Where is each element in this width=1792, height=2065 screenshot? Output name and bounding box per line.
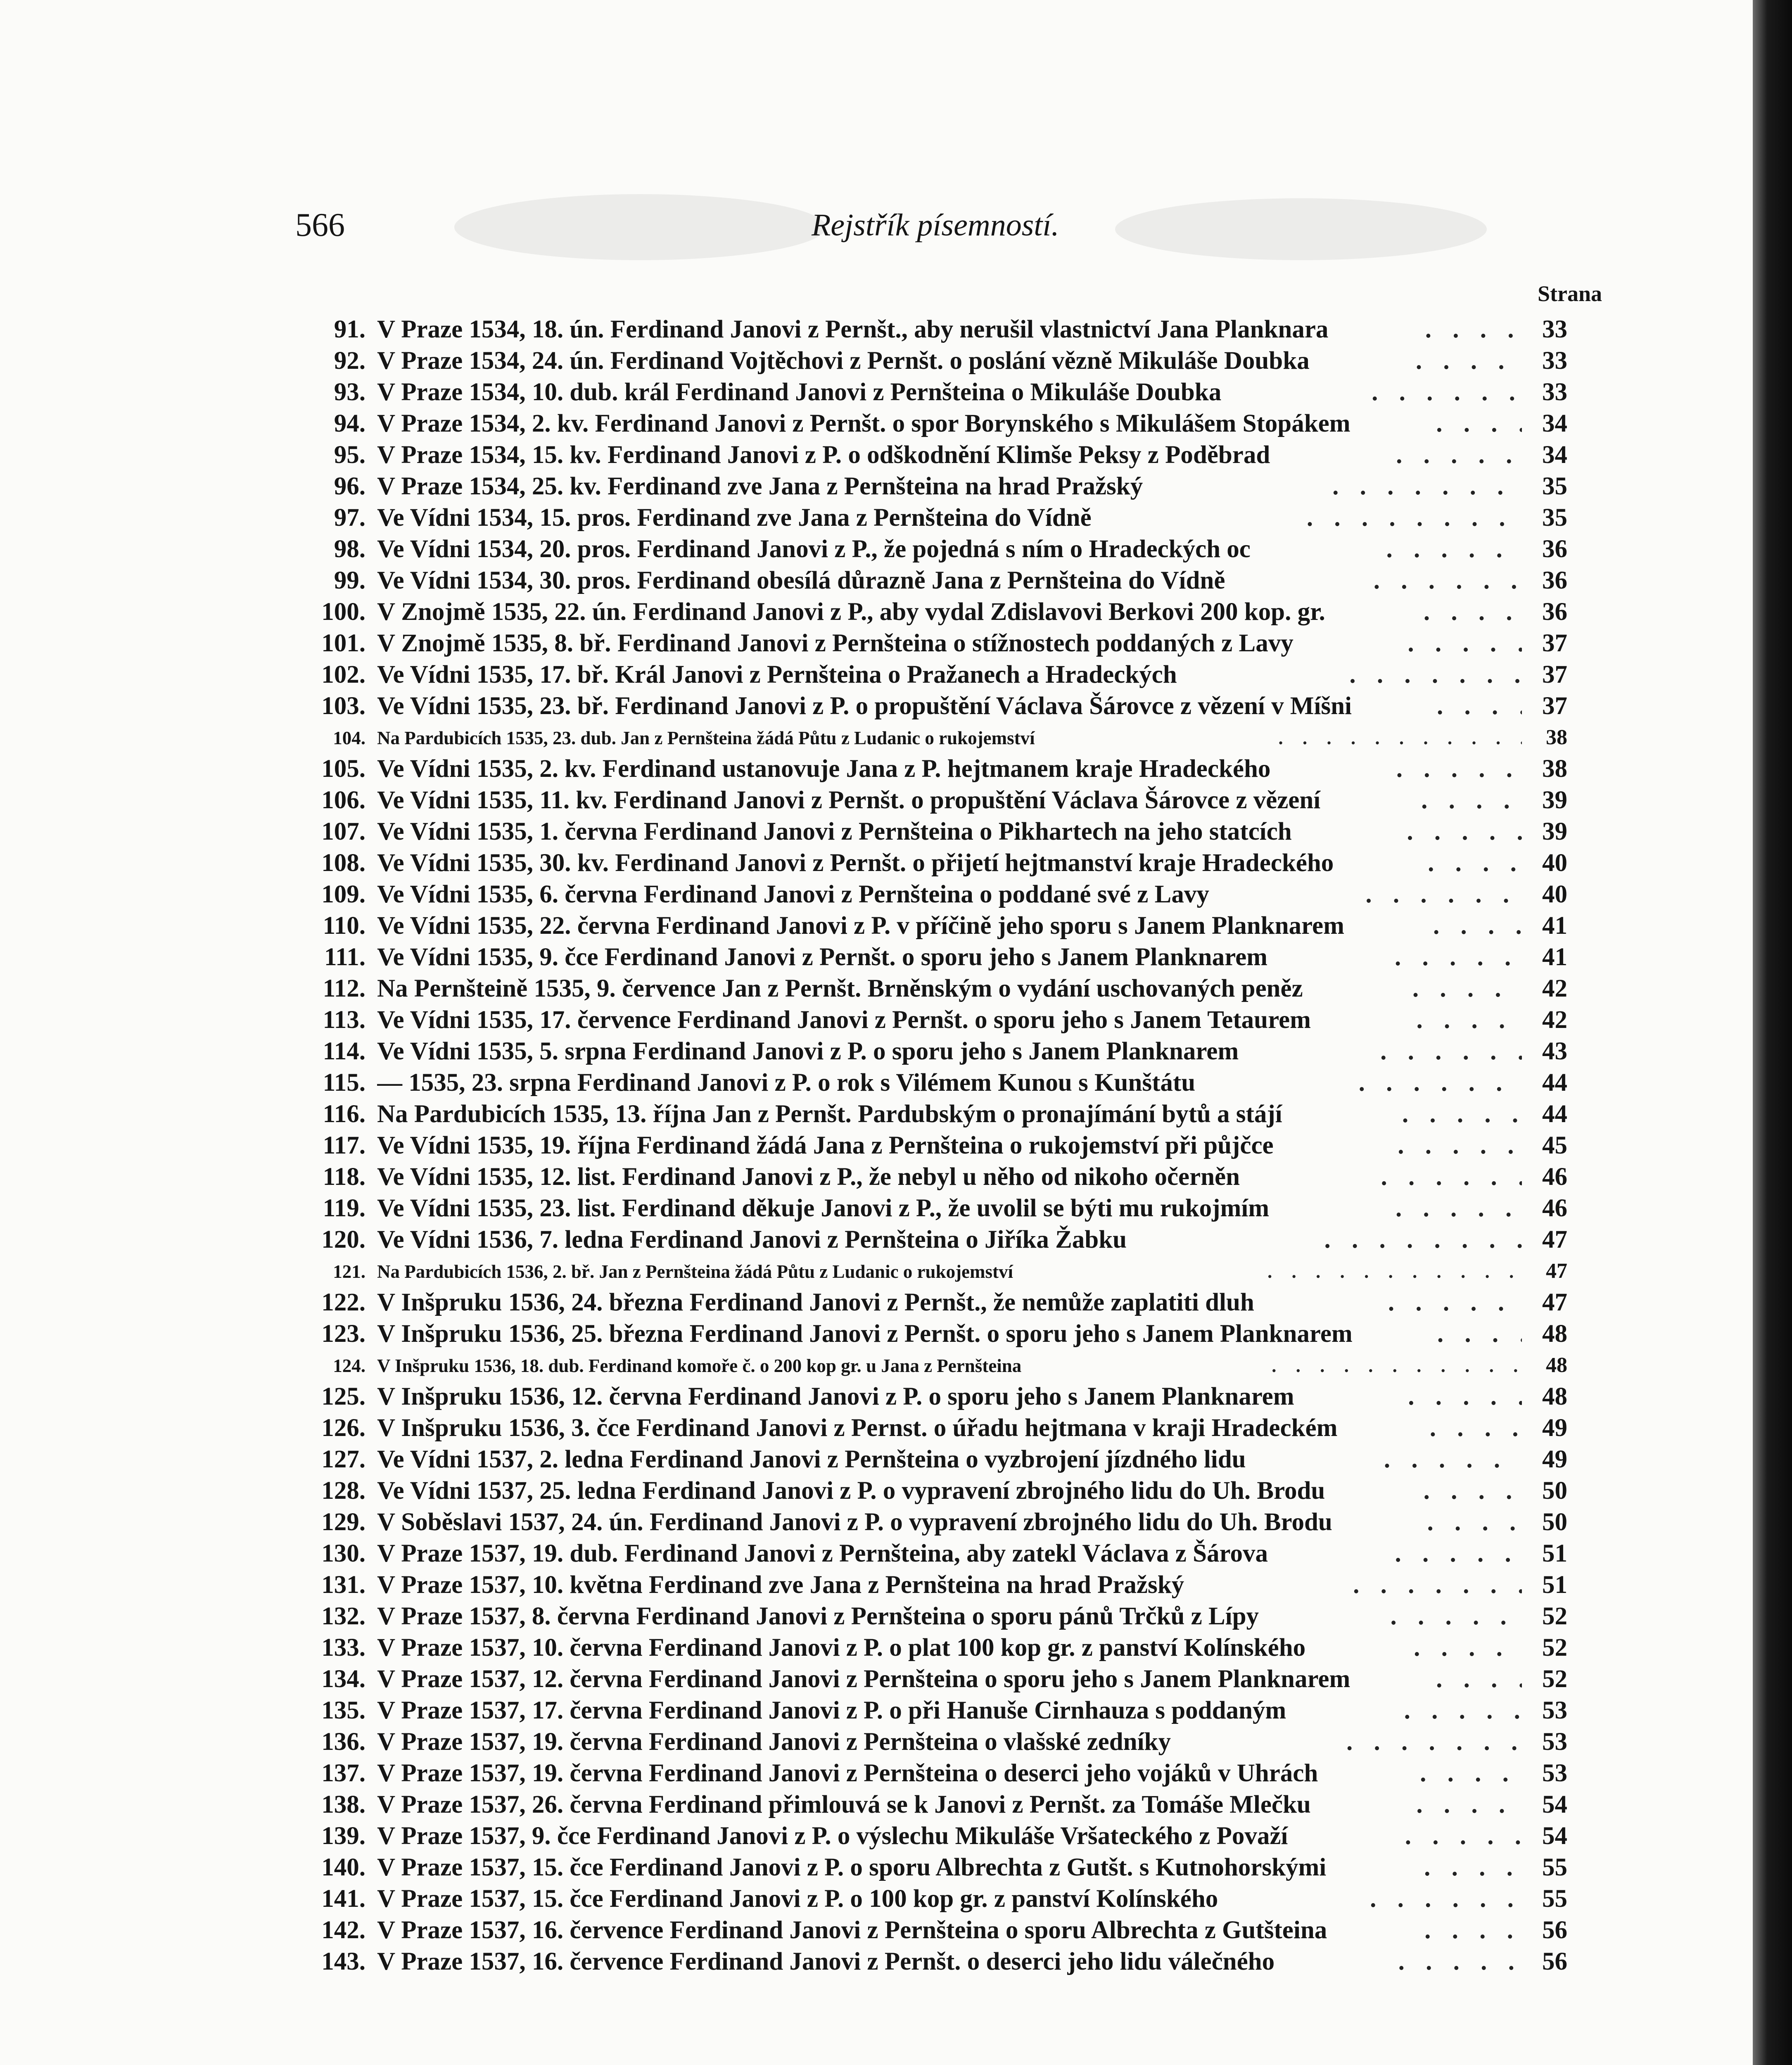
entry-description: V Inšpruku 1536, 24. března Ferdinand Janovi z Pernšt., že nemůže zaplatiti dluh xyxy=(377,1289,1254,1316)
dot-leader xyxy=(1346,1726,1522,1758)
page-number: 566 xyxy=(295,207,345,243)
entry-page: 46 xyxy=(1542,1163,1567,1191)
entry-page: 56 xyxy=(1542,1916,1567,1944)
entry-description: Ve Vídni 1535, 19. října Ferdinand žádá Jana z Pernšteina o rukojemství při půjčce xyxy=(377,1132,1274,1159)
entry-number: 140. xyxy=(321,1854,366,1881)
register-entry xyxy=(295,942,1567,973)
entry-number: 113. xyxy=(323,1006,366,1034)
register-entry xyxy=(295,1915,1567,1946)
register-entry xyxy=(295,1130,1567,1161)
register-entry xyxy=(295,910,1567,942)
register-entry xyxy=(295,408,1567,439)
entry-number: 112. xyxy=(323,975,366,1002)
entry-number: 101. xyxy=(321,629,366,657)
scan-edge-shadow xyxy=(1753,0,1792,2065)
register-entry xyxy=(295,879,1567,910)
dot-leader xyxy=(1381,1161,1522,1193)
entry-description: Ve Vídni 1537, 25. ledna Ferdinand Janovi z P. o vypravení zbrojného lidu do Uh. Brodu xyxy=(377,1477,1325,1505)
register-entry xyxy=(295,628,1567,659)
entry-description: Ve Vídni 1534, 15. pros. Ferdinand zve Jana z Pernšteina do Vídně xyxy=(377,504,1092,532)
entry-page: 34 xyxy=(1542,410,1567,437)
entry-page: 40 xyxy=(1542,849,1567,877)
entry-page: 49 xyxy=(1542,1446,1567,1473)
entry-description: Ve Vídni 1535, 11. kv. Ferdinand Janovi z Pernšt. o propuštění Václava Šárovce z vězení xyxy=(377,786,1321,814)
entry-description: Ve Vídni 1535, 12. list. Ferdinand Janovi z P., že nebyl u něho od nikoho očerněn xyxy=(377,1163,1240,1191)
dot-leader xyxy=(1372,377,1522,408)
dot-leader xyxy=(1398,1130,1522,1161)
entry-number: 123. xyxy=(321,1320,366,1348)
entry-number: 94. xyxy=(334,410,366,437)
entry-description: V Praze 1537, 17. června Ferdinand Janovi z P. o při Hanuše Cirnhauza s poddaným xyxy=(377,1697,1286,1724)
dot-leader xyxy=(1416,345,1522,377)
entry-page: 39 xyxy=(1542,818,1567,845)
register-entry xyxy=(295,1099,1567,1130)
entry-number: 143. xyxy=(321,1948,366,1975)
entry-number: 108. xyxy=(321,849,366,877)
entry-number: 96. xyxy=(334,472,366,500)
entry-number: 102. xyxy=(321,661,366,688)
entry-description: Na Pardubicích 1535, 23. dub. Jan z Pernšteina žádá Půtu z Ludanic o rukojemství xyxy=(377,728,1035,748)
entry-number: 93. xyxy=(334,378,366,406)
entry-description: V Praze 1537, 16. července Ferdinand Janovi z Pernšteina o sporu Albrechta z Gutšteina xyxy=(377,1916,1327,1944)
dot-leader xyxy=(1437,1318,1522,1350)
entry-description: Ve Vídni 1537, 2. ledna Ferdinand Janovi z Pernšteina o vyzbrojení jízdného lidu xyxy=(377,1446,1246,1473)
entry-number: 109. xyxy=(321,881,366,908)
entry-page: 41 xyxy=(1542,912,1567,940)
entry-description: Ve Vídni 1535, 17. bř. Král Janovi z Pernšteina o Pražanech a Hradeckých xyxy=(377,661,1177,688)
entry-number: 117. xyxy=(323,1132,366,1159)
entry-page: 42 xyxy=(1542,975,1567,1002)
dot-leader xyxy=(1395,942,1522,973)
entry-page: 48 xyxy=(1542,1320,1567,1348)
dot-leader xyxy=(1396,753,1522,785)
dot-leader xyxy=(1404,1695,1522,1726)
entry-page: 36 xyxy=(1542,535,1567,563)
register-entry xyxy=(295,314,1567,345)
dot-leader xyxy=(1430,1412,1522,1444)
entry-page: 36 xyxy=(1542,598,1567,626)
dot-leader xyxy=(1365,879,1522,910)
dot-leader xyxy=(1405,1821,1522,1852)
dot-leader xyxy=(1398,1946,1522,1977)
entry-page: 45 xyxy=(1542,1132,1567,1159)
entry-description: V Praze 1534, 2. kv. Ferdinand Janovi z Pernšt. o spor Borynského s Mikulášem Stopákem xyxy=(377,410,1351,437)
register-entry xyxy=(295,502,1567,534)
entry-number: 133. xyxy=(321,1634,366,1661)
register-entry xyxy=(295,1381,1567,1412)
register-entry xyxy=(295,1946,1567,1977)
dot-leader xyxy=(1370,1883,1522,1915)
dot-leader xyxy=(1396,1193,1522,1224)
entry-description: V Inšpruku 1536, 3. čce Ferdinand Janovi z Pernst. o úřadu hejtmana v kraji Hradeckém xyxy=(377,1414,1338,1442)
entry-page: 37 xyxy=(1542,629,1567,657)
entry-page: 37 xyxy=(1542,692,1567,720)
entry-page: 51 xyxy=(1542,1540,1567,1567)
dot-leader xyxy=(1424,1475,1522,1507)
dot-leader xyxy=(1384,1444,1522,1475)
entry-page: 52 xyxy=(1542,1602,1567,1630)
dot-leader xyxy=(1374,565,1522,596)
register-entry xyxy=(295,1507,1567,1538)
entry-description: Ve Vídni 1535, 5. srpna Ferdinand Janovi z P. o sporu jeho s Janem Planknarem xyxy=(377,1037,1239,1065)
entry-description: V Praze 1537, 16. července Ferdinand Janovi z Pernšt. o deserci jeho lidu válečného xyxy=(377,1948,1275,1975)
entry-description: V Praze 1534, 18. ún. Ferdinand Janovi z Pernšt., aby nerušil vlastnictví Jana Planknara xyxy=(377,316,1329,343)
entry-description: V Inšpruku 1536, 12. června Ferdinand Janovi z P. o sporu jeho s Janem Planknarem xyxy=(377,1383,1294,1410)
register-entry xyxy=(295,1538,1567,1569)
dot-leader xyxy=(1420,1758,1522,1789)
register-entry xyxy=(295,439,1567,471)
dot-leader xyxy=(1380,1036,1522,1067)
entry-page: 53 xyxy=(1542,1759,1567,1787)
entry-description: V Znojmě 1535, 8. bř. Ferdinand Janovi z Pernšteina o stížnostech poddaných z Lavy xyxy=(377,629,1294,657)
dot-leader xyxy=(1425,314,1522,345)
register-entry xyxy=(295,1224,1567,1256)
entry-number: 129. xyxy=(321,1508,366,1536)
entry-description: Ve Vídni 1535, 9. čce Ferdinand Janovi z Pernšt. o sporu jeho s Janem Planknarem xyxy=(377,943,1267,971)
dot-leader xyxy=(1388,1287,1522,1318)
entry-description: V Praze 1537, 12. června Ferdinand Janovi z Pernšteina o sporu jeho s Janem Planknarem xyxy=(377,1665,1351,1693)
entry-description: Ve Vídni 1534, 30. pros. Ferdinand obesílá důrazně Jana z Pernšteina do Vídně xyxy=(377,567,1225,594)
dot-leader xyxy=(1428,847,1522,879)
register-entry xyxy=(295,753,1567,785)
register-entry xyxy=(295,534,1567,565)
entry-page: 43 xyxy=(1542,1037,1567,1065)
entry-description: V Praze 1537, 15. čce Ferdinand Janovi z P. o 100 kop gr. z panství Kolínského xyxy=(377,1885,1218,1913)
entry-number: 124. xyxy=(333,1355,366,1376)
entry-page: 55 xyxy=(1542,1885,1567,1913)
dot-leader xyxy=(1407,816,1522,847)
dot-leader xyxy=(1353,1569,1522,1601)
register-entry xyxy=(295,691,1567,722)
entry-page: 41 xyxy=(1542,943,1567,971)
dot-leader xyxy=(1324,1224,1522,1256)
register-entry xyxy=(295,1883,1567,1915)
entry-number: 99. xyxy=(334,567,366,594)
entry-description: Na Pardubicích 1536, 2. bř. Jan z Pernšteina žádá Půtu z Ludanic o rukojemství xyxy=(377,1261,1013,1282)
register-entry xyxy=(295,1601,1567,1632)
entry-number: 104. xyxy=(333,728,366,748)
entry-number: 98. xyxy=(334,535,366,563)
entry-page: 56 xyxy=(1542,1948,1567,1975)
entry-page: 44 xyxy=(1542,1100,1567,1128)
register-entry xyxy=(295,345,1567,377)
dot-leader xyxy=(1359,1067,1522,1099)
entry-page: 50 xyxy=(1542,1508,1567,1536)
register-entry xyxy=(295,1193,1567,1224)
entry-number: 118. xyxy=(323,1163,366,1191)
entry-description: V Praze 1537, 10. května Ferdinand zve Jana z Pernšteina na hrad Pražský xyxy=(377,1571,1184,1599)
entry-number: 136. xyxy=(321,1728,366,1756)
dot-leader xyxy=(1278,722,1522,753)
entry-page: 49 xyxy=(1542,1414,1567,1442)
entry-description: Na Pernšteině 1535, 9. července Jan z Pernšt. Brněnským o vydání uschovaných peněz xyxy=(377,975,1303,1002)
entry-number: 141. xyxy=(321,1885,366,1913)
dot-leader xyxy=(1307,502,1522,534)
entry-description: V Praze 1537, 19. dub. Ferdinand Janovi z Pernšteina, aby zatekl Václava z Šárova xyxy=(377,1540,1268,1567)
dot-leader xyxy=(1424,1852,1522,1883)
dot-leader xyxy=(1386,534,1522,565)
dot-leader xyxy=(1332,471,1522,502)
entry-page: 33 xyxy=(1542,316,1567,343)
entry-description: V Praze 1537, 26. června Ferdinand přimlouvá se k Janovi z Pernšt. za Tomáše Mlečku xyxy=(377,1791,1311,1818)
register-entry xyxy=(295,1318,1567,1350)
entry-page: 48 xyxy=(1542,1383,1567,1410)
entry-number: 115. xyxy=(323,1069,366,1097)
entry-description: — 1535, 23. srpna Ferdinand Janovi z P. o rok s Vilémem Kunou s Kunštátu xyxy=(377,1069,1196,1097)
entry-page: 38 xyxy=(1546,726,1567,749)
entry-number: 100. xyxy=(321,598,366,626)
register-entry xyxy=(295,722,1567,753)
entry-page: 52 xyxy=(1542,1634,1567,1661)
entry-number: 95. xyxy=(334,441,366,469)
entry-page: 35 xyxy=(1542,504,1567,532)
entry-description: Ve Vídni 1535, 2. kv. Ferdinand ustanovuje Jana z P. hejtmanem kraje Hradeckého xyxy=(377,755,1271,783)
dot-leader xyxy=(1416,1789,1522,1821)
register-entry xyxy=(295,1726,1567,1758)
entry-number: 125. xyxy=(321,1383,366,1410)
entry-number: 91. xyxy=(334,316,366,343)
entry-page: 35 xyxy=(1542,472,1567,500)
register-entry xyxy=(295,1287,1567,1318)
entry-number: 126. xyxy=(321,1414,366,1442)
entry-page: 34 xyxy=(1542,441,1567,469)
register-entry xyxy=(295,565,1567,596)
entry-page: 50 xyxy=(1542,1477,1567,1505)
entry-page: 53 xyxy=(1542,1728,1567,1756)
entry-description: Ve Vídni 1535, 22. června Ferdinand Janovi z P. v příčině jeho sporu s Janem Planknarem xyxy=(377,912,1344,940)
entry-description: Ve Vídni 1535, 30. kv. Ferdinand Janovi z Pernšt. o přijetí hejtmanství kraje Hradeckého xyxy=(377,849,1334,877)
entry-number: 135. xyxy=(321,1697,366,1724)
dot-leader xyxy=(1421,785,1522,816)
entry-number: 97. xyxy=(334,504,366,532)
entry-description: V Praze 1537, 8. června Ferdinand Janovi z Pernšteina o sporu pánů Trčků z Lípy xyxy=(377,1602,1259,1630)
entry-description: Ve Vídni 1534, 20. pros. Ferdinand Janovi z P., že pojedná s ním o Hradeckých oc xyxy=(377,535,1251,563)
register-entry xyxy=(295,973,1567,1004)
entry-description: Ve Vídni 1535, 23. bř. Ferdinand Janovi z P. o propuštění Václava Šárovce z vězení v Míšni xyxy=(377,692,1352,720)
entry-number: 137. xyxy=(321,1759,366,1787)
register-entry xyxy=(295,1632,1567,1664)
register-entry xyxy=(295,1067,1567,1099)
register-entry xyxy=(295,1789,1567,1821)
entry-page: 54 xyxy=(1542,1791,1567,1818)
entry-number: 110. xyxy=(323,912,366,940)
dot-leader xyxy=(1412,973,1522,1004)
dot-leader xyxy=(1437,691,1522,722)
entry-number: 128. xyxy=(321,1477,366,1505)
entry-page: 51 xyxy=(1542,1571,1567,1599)
entry-number: 131. xyxy=(321,1571,366,1599)
entry-page: 39 xyxy=(1542,786,1567,814)
entry-description: V Praze 1537, 10. června Ferdinand Janovi z P. o plat 100 kop gr. z panství Kolínského xyxy=(377,1634,1306,1661)
entry-description: Ve Vídni 1535, 23. list. Ferdinand děkuje Janovi z P., že uvolil se býti mu rukojmím xyxy=(377,1194,1270,1222)
dot-leader xyxy=(1427,1507,1522,1538)
dot-leader xyxy=(1349,659,1522,691)
entry-description: V Praze 1537, 19. června Ferdinand Janovi z Pernšteina o deserci jeho vojáků v Uhrách xyxy=(377,1759,1318,1787)
dot-leader xyxy=(1414,1632,1522,1664)
entry-number: 106. xyxy=(321,786,366,814)
entry-description: V Inšpruku 1536, 18. dub. Ferdinand komoře č. o 200 kop gr. u Jana z Pernšteina xyxy=(377,1355,1022,1376)
entry-description: V Soběslavi 1537, 24. ún. Ferdinand Janovi z P. o vypravení zbrojného lidu do Uh. Brodu xyxy=(377,1508,1332,1536)
dot-leader xyxy=(1424,596,1522,628)
dot-leader xyxy=(1408,1381,1522,1412)
dot-leader xyxy=(1396,439,1522,471)
entry-page: 40 xyxy=(1542,881,1567,908)
entry-number: 142. xyxy=(321,1916,366,1944)
register-entry xyxy=(295,1475,1567,1507)
dot-leader xyxy=(1272,1350,1522,1381)
dot-leader xyxy=(1436,1664,1522,1695)
dot-leader xyxy=(1416,1004,1522,1036)
entry-description: V Znojmě 1535, 22. ún. Ferdinand Janovi z P., aby vydal Zdislavovi Berkovi 200 kop. gr. xyxy=(377,598,1325,626)
dot-leader xyxy=(1436,408,1522,439)
register-entry xyxy=(295,596,1567,628)
dot-leader xyxy=(1407,628,1522,659)
register-entry xyxy=(295,1004,1567,1036)
entry-page: 37 xyxy=(1542,661,1567,688)
register-entry xyxy=(295,471,1567,502)
entry-description: V Praze 1534, 25. kv. Ferdinand zve Jana z Pernšteina na hrad Pražský xyxy=(377,472,1143,500)
entry-description: V Praze 1537, 9. čce Ferdinand Janovi z P. o výslechu Mikuláše Vršateckého z Považí xyxy=(377,1822,1288,1850)
entry-number: 134. xyxy=(321,1665,366,1693)
register-entry xyxy=(295,1664,1567,1695)
entry-number: 111. xyxy=(324,943,366,971)
entry-description: V Praze 1534, 10. dub. král Ferdinand Janovi z Pernšteina o Mikuláše Doubka xyxy=(377,378,1222,406)
register-entry xyxy=(295,1569,1567,1601)
entry-number: 130. xyxy=(321,1540,366,1567)
entry-page: 44 xyxy=(1542,1069,1567,1097)
entry-description: V Inšpruku 1536, 25. března Ferdinand Janovi z Pernšt. o sporu jeho s Janem Planknarem xyxy=(377,1320,1353,1348)
entry-number: 107. xyxy=(321,818,366,845)
entry-page: 47 xyxy=(1542,1289,1567,1316)
entry-description: V Praze 1537, 15. čce Ferdinand Janovi z P. o sporu Albrechta z Gutšt. s Kutnohorskými xyxy=(377,1854,1327,1881)
entry-page: 36 xyxy=(1542,567,1567,594)
entry-page: 38 xyxy=(1542,755,1567,783)
entry-page: 47 xyxy=(1546,1259,1567,1283)
dot-leader xyxy=(1391,1601,1522,1632)
entry-number: 119. xyxy=(323,1194,366,1222)
running-title: Rejstřík písemností. xyxy=(812,208,1059,242)
entry-page: 46 xyxy=(1542,1194,1567,1222)
entry-description: V Praze 1534, 15. kv. Ferdinand Janovi z P. o odškodnění Klimše Peksy z Poděbrad xyxy=(377,441,1270,469)
register-entry xyxy=(295,1036,1567,1067)
register-entry xyxy=(295,659,1567,691)
entry-page: 48 xyxy=(1546,1353,1567,1377)
entry-description: V Praze 1534, 24. ún. Ferdinand Vojtěchovi z Pernšt. o poslání vězně Mikuláše Doubka xyxy=(377,347,1310,375)
register-entry xyxy=(295,1412,1567,1444)
entry-number: 120. xyxy=(321,1226,366,1253)
entry-page: 55 xyxy=(1542,1854,1567,1881)
entry-description: Na Pardubicích 1535, 13. října Jan z Pernšt. Pardubským o pronajímání bytů a stájí xyxy=(377,1100,1282,1128)
entry-page: 33 xyxy=(1542,347,1567,375)
register-entry xyxy=(295,1852,1567,1883)
entry-number: 105. xyxy=(321,755,366,783)
entry-number: 122. xyxy=(321,1289,366,1316)
entry-page: 33 xyxy=(1542,378,1567,406)
register-entry xyxy=(295,1821,1567,1852)
entry-description: Ve Vídni 1535, 6. června Ferdinand Janovi z Pernšteina o poddané své z Lavy xyxy=(377,881,1209,908)
entry-number: 92. xyxy=(334,347,366,375)
register-entry xyxy=(295,1444,1567,1475)
dot-leader xyxy=(1402,1099,1522,1130)
register-entry xyxy=(295,1758,1567,1789)
entry-number: 116. xyxy=(323,1100,366,1128)
register-entry xyxy=(295,1256,1567,1287)
page-column-label: Strana xyxy=(1537,281,1602,306)
entry-description: Ve Vídni 1535, 1. června Ferdinand Janovi z Pernšteina o Pikhartech na jeho statcích xyxy=(377,818,1292,845)
register-entry xyxy=(295,1161,1567,1193)
entry-description: Ve Vídni 1535, 17. července Ferdinand Janovi z Pernšt. o sporu jeho s Janem Tetaurem xyxy=(377,1006,1311,1034)
entry-number: 114. xyxy=(323,1037,366,1065)
page-header xyxy=(295,198,1567,252)
entry-number: 132. xyxy=(321,1602,366,1630)
entry-page: 47 xyxy=(1542,1226,1567,1253)
entry-number: 139. xyxy=(321,1822,366,1850)
register-entry xyxy=(295,1695,1567,1726)
register-entry xyxy=(295,1350,1567,1381)
register-entry xyxy=(295,816,1567,847)
register-entry xyxy=(295,785,1567,816)
entry-number: 103. xyxy=(321,692,366,720)
entry-page: 53 xyxy=(1542,1697,1567,1724)
dot-leader xyxy=(1433,910,1522,942)
entry-page: 52 xyxy=(1542,1665,1567,1693)
dot-leader xyxy=(1267,1256,1522,1287)
entry-description: V Praze 1537, 19. června Ferdinand Janovi z Pernšteina o vlašské zedníky xyxy=(377,1728,1171,1756)
entry-number: 138. xyxy=(321,1791,366,1818)
entry-page: 54 xyxy=(1542,1822,1567,1850)
entry-number: 121. xyxy=(333,1261,366,1282)
dot-leader xyxy=(1424,1915,1522,1946)
register-entries xyxy=(295,314,1567,1977)
entry-description: Ve Vídni 1536, 7. ledna Ferdinand Janovi z Pernšteina o Jiříka Žabku xyxy=(377,1226,1127,1253)
register-entry xyxy=(295,377,1567,408)
register-entry xyxy=(295,847,1567,879)
entry-page: 42 xyxy=(1542,1006,1567,1034)
entry-number: 127. xyxy=(321,1446,366,1473)
dot-leader xyxy=(1395,1538,1522,1569)
